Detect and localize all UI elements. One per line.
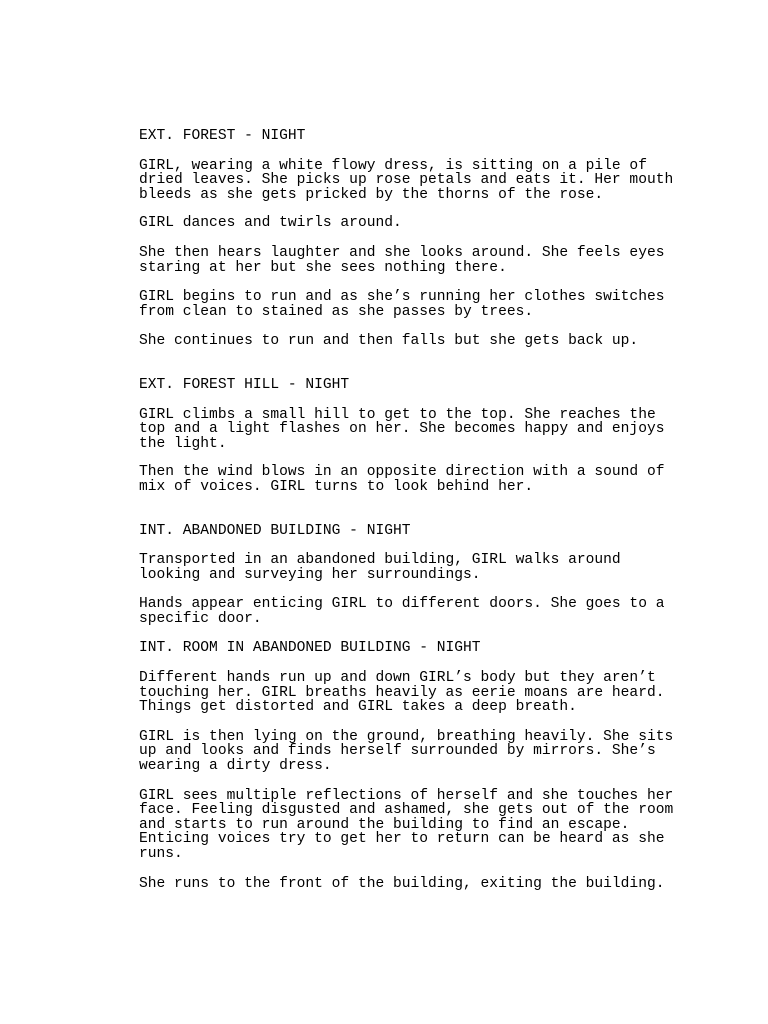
action-paragraph: She then hears laughter and she looks around. She feels eyes staring at her but she sees nothing there. — [139, 244, 665, 276]
action-paragraph: Hands appear enticing GIRL to different doors. She goes to a specific door. — [139, 596, 665, 627]
scene-heading-forest: EXT. FOREST - NIGHT — [139, 128, 306, 144]
action-paragraph: She continues to run and then falls but she gets back up. — [139, 333, 639, 350]
action-paragraph: Then the wind blows in an opposite direction with a sound of mix of voices. GIRL turns to look behind her. — [139, 464, 665, 495]
action-paragraph: GIRL begins to run and as she’s running her clothes switches from clean to stained as she passes by trees. — [139, 289, 665, 320]
action-paragraph: GIRL is then lying on the ground, breathing heavily. She sits up and looks and finds herself surrounded by mirrors. She’s wearing a dirty dress. — [139, 728, 674, 775]
scene-heading-forest-hill: EXT. FOREST HILL - NIGHT — [139, 376, 350, 393]
scene-heading-room: INT. ROOM IN ABANDONED BUILDING - NIGHT — [139, 640, 481, 657]
scene-heading-abandoned-building: INT. ABANDONED BUILDING - NIGHT — [139, 522, 411, 539]
action-paragraph: Transported in an abandoned building, GIRL walks around looking and surveying her surroundings. — [139, 552, 621, 583]
action-paragraph: She runs to the front of the building, exiting the building. — [139, 875, 665, 892]
action-paragraph: GIRL dances and twirls around. — [139, 215, 402, 232]
action-paragraph: Different hands run up and down GIRL’s body but they aren’t touching her. GIRL breaths heavily as eerie moans are heard. Things get distorted and GIRL takes a deep breath. — [139, 670, 665, 716]
screenplay-body — [139, 129, 684, 891]
action-paragraph: GIRL sees multiple reflections of herself and she touches her face. Feeling disgusted and ashamed, she gets out of the room and starts to run around the building to find an escape. Enticing voices try to get her to return can be heard as she runs. — [139, 787, 674, 862]
action-paragraph: GIRL, wearing a white flowy dress, is sitting on a pile of dried leaves. She picks up rose petals and eats it. Her mouth bleeds as she gets pricked by the thorns of the rose. — [139, 157, 674, 203]
action-paragraph: GIRL climbs a small hill to get to the top. She reaches the top and a light flashes on her. She becomes happy and enjoys the light. — [139, 406, 665, 452]
